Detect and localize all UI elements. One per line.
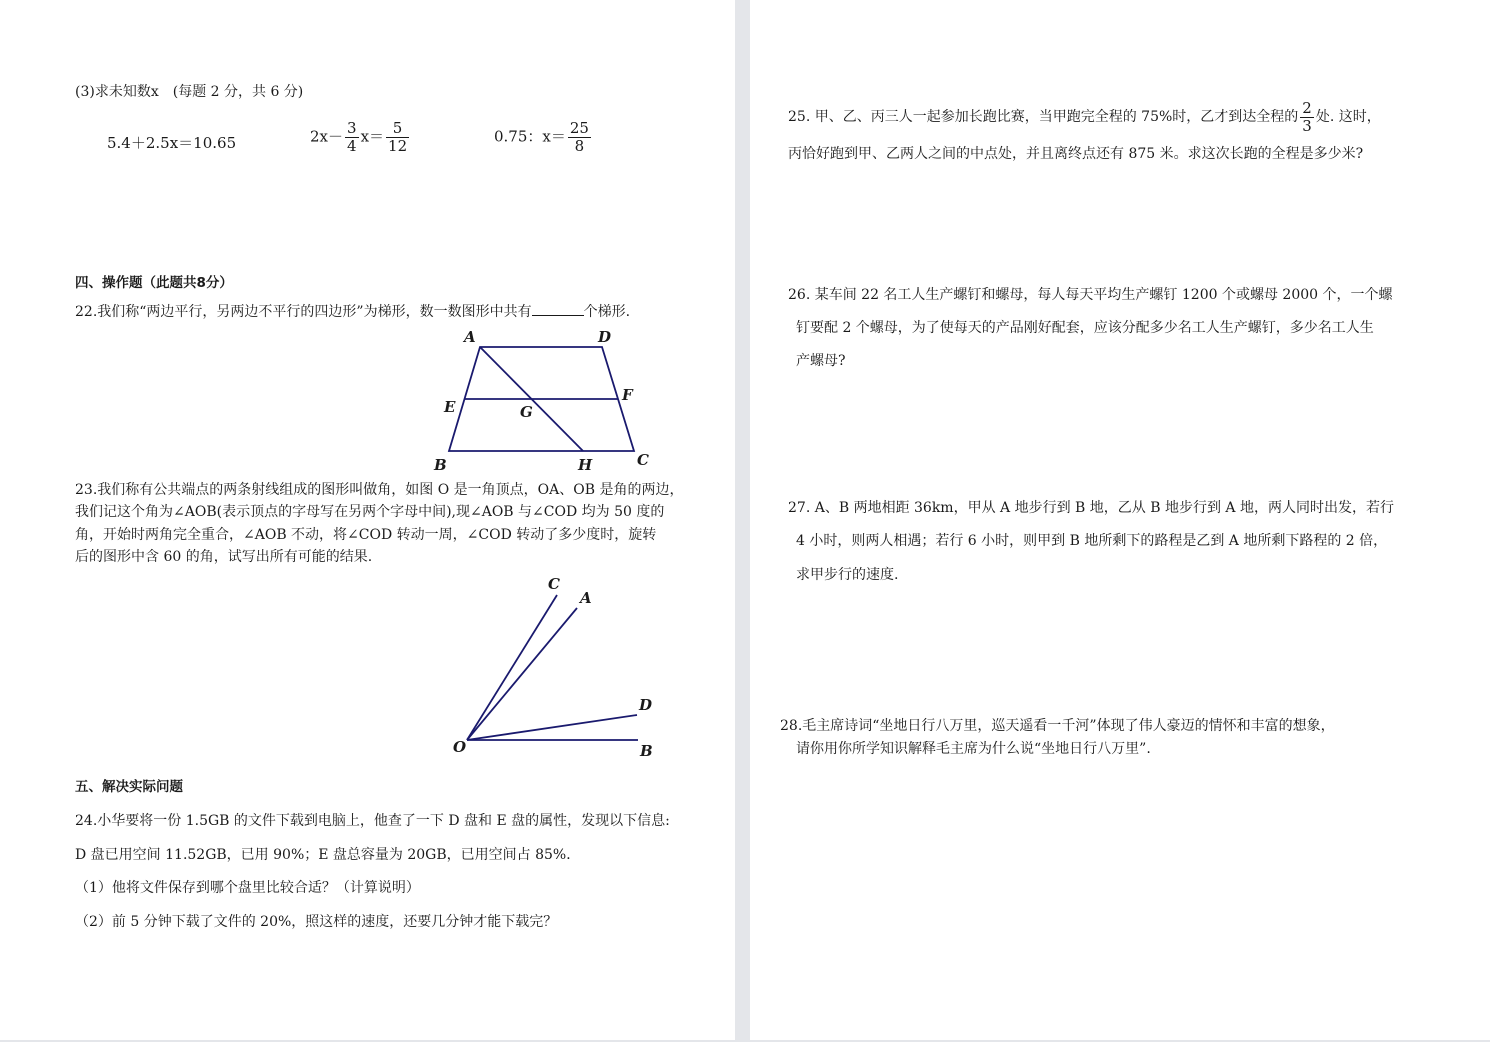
q26-line-3: 产螺母? [796, 353, 846, 369]
q25-line-1-post: 处. 这时， [1315, 109, 1381, 125]
q24-line-3: （1）他将文件保存到哪个盘里比较合适？（计算说明） [75, 880, 420, 896]
ray-oa [467, 608, 577, 740]
page-right [750, 0, 1490, 1040]
q25-line-2: 丙恰好跑到甲、乙两人之间的中点处，并且离终点还有 875 米。求这次长跑的全程是多少米? [788, 146, 1364, 162]
q25-line-1 [788, 98, 1381, 136]
eq2-prefix: 2x－ [310, 127, 344, 146]
angle-diagram [440, 570, 670, 765]
label-a: A [464, 328, 476, 346]
q25-fraction: $\frac{2}{3}$ [1302, 98, 1312, 135]
label-c: C [637, 451, 649, 469]
q22-answer-blank [532, 301, 584, 316]
q27-line-2: 4 小时，则两人相遇；若行 6 小时，则甲到 B 地所剩下的路程是乙到 A 地所剩下路程的 2 倍， [796, 533, 1388, 549]
ray-od [467, 715, 637, 740]
trapezoid-diagram [430, 325, 670, 480]
q26-line-2: 钉要配 2 个螺母，为了使每天的产品刚好配套，应该分配多少名工人生产螺钉，多少名工人生 [796, 320, 1374, 336]
label-h: H [578, 456, 593, 474]
q25-line-1-pre: 25. 甲、乙、丙三人一起参加长跑比赛，当甲跑完全程的 75%时，乙才到达全程的 [788, 109, 1299, 125]
q22-text [75, 301, 630, 321]
label-d: D [598, 328, 612, 346]
label-o: O [453, 738, 467, 756]
q3-equation-2 [310, 120, 411, 155]
q3-equation-1: 5.4＋2.5x＝10.65 [107, 134, 237, 152]
q24-line-4: （2）前 5 分钟下载了文件的 20%，照这样的速度，还要几分钟才能下载完？ [75, 914, 558, 930]
q23-line-3: 角，开始时两角完全重合，∠AOB 不动，将∠COD 转动一周，∠COD 转动了多少度时，旋转 [75, 527, 657, 543]
q22-text-pre: 22.我们称“两边平行，另两边不平行的四边形”为梯形，数一数图形中共有 [75, 304, 532, 320]
label-d: D [639, 696, 653, 714]
q27-line-3: 求甲步行的速度. [796, 567, 899, 583]
q28-line-2: 请你用你所学知识解释毛主席为什么说“坐地日行八万里”. [796, 741, 1151, 757]
label-c: C [548, 575, 560, 593]
q23-line-2: 我们记这个角为∠AOB(表示顶点的字母写在另两个字母中间),现∠AOB 与∠COD 均为 50 度的 [75, 504, 665, 520]
q24-line-1: 24.小华要将一份 1.5GB 的文件下载到电脑上，他查了一下 D 盘和 E 盘的属性，发现以下信息: [75, 813, 670, 829]
q23-line-1: 23.我们称有公共端点的两条射线组成的图形叫做角，如图 O 是一角顶点，OA、OB 是角的两边， [75, 482, 684, 498]
eq2-middle: x＝ [360, 127, 385, 146]
section4-heading [75, 274, 233, 292]
q26-line-1: 26. 某车间 22 名工人生产螺钉和螺母，每人每天平均生产螺钉 1200 个或螺母 2000 个，一个螺 [788, 287, 1393, 303]
q3-equation-3 [494, 120, 593, 155]
label-b: B [434, 456, 447, 474]
eq2-fraction-2: $\frac{5}{12}$ [388, 119, 408, 155]
q24-line-2: D 盘已用空间 11.52GB，已用 90%；E 盘总容量为 20GB，已用空间占 85%． [75, 847, 581, 863]
section5-title: 五、解决实际问题 [75, 779, 183, 795]
label-f: F [622, 386, 633, 404]
ray-oc [467, 595, 557, 740]
eq3-prefix: 0.75：x＝ [494, 127, 566, 146]
q28-line-1: 28.毛主席诗词“坐地日行八万里，巡天遥看一千河”体现了伟人豪迈的情怀和丰富的想象， [780, 718, 1335, 734]
q23-line-4: 后的图形中含 60 的角，试写出所有可能的结果. [75, 549, 373, 565]
page-left [0, 0, 735, 1040]
eq2-fraction-1: $\frac{3}{4}$ [347, 119, 357, 155]
label-a: A [580, 589, 592, 607]
q27-line-1: 27. A、B 两地相距 36km，甲从 A 地步行到 B 地，乙从 B 地步行到 A 地，两人同时出发，若行 [788, 500, 1394, 516]
eq3-fraction: $\frac{25}{8}$ [569, 119, 589, 155]
label-g: G [520, 403, 533, 421]
q3-label: (3)求未知数x (每题 2 分，共 6 分) [75, 84, 304, 100]
section4-note: （此题共8分） [142, 275, 233, 291]
section4-title: 四、操作题 [75, 275, 143, 291]
q22-text-post: 个梯形. [583, 304, 631, 320]
label-e: E [444, 398, 456, 416]
label-b: B [640, 742, 653, 760]
